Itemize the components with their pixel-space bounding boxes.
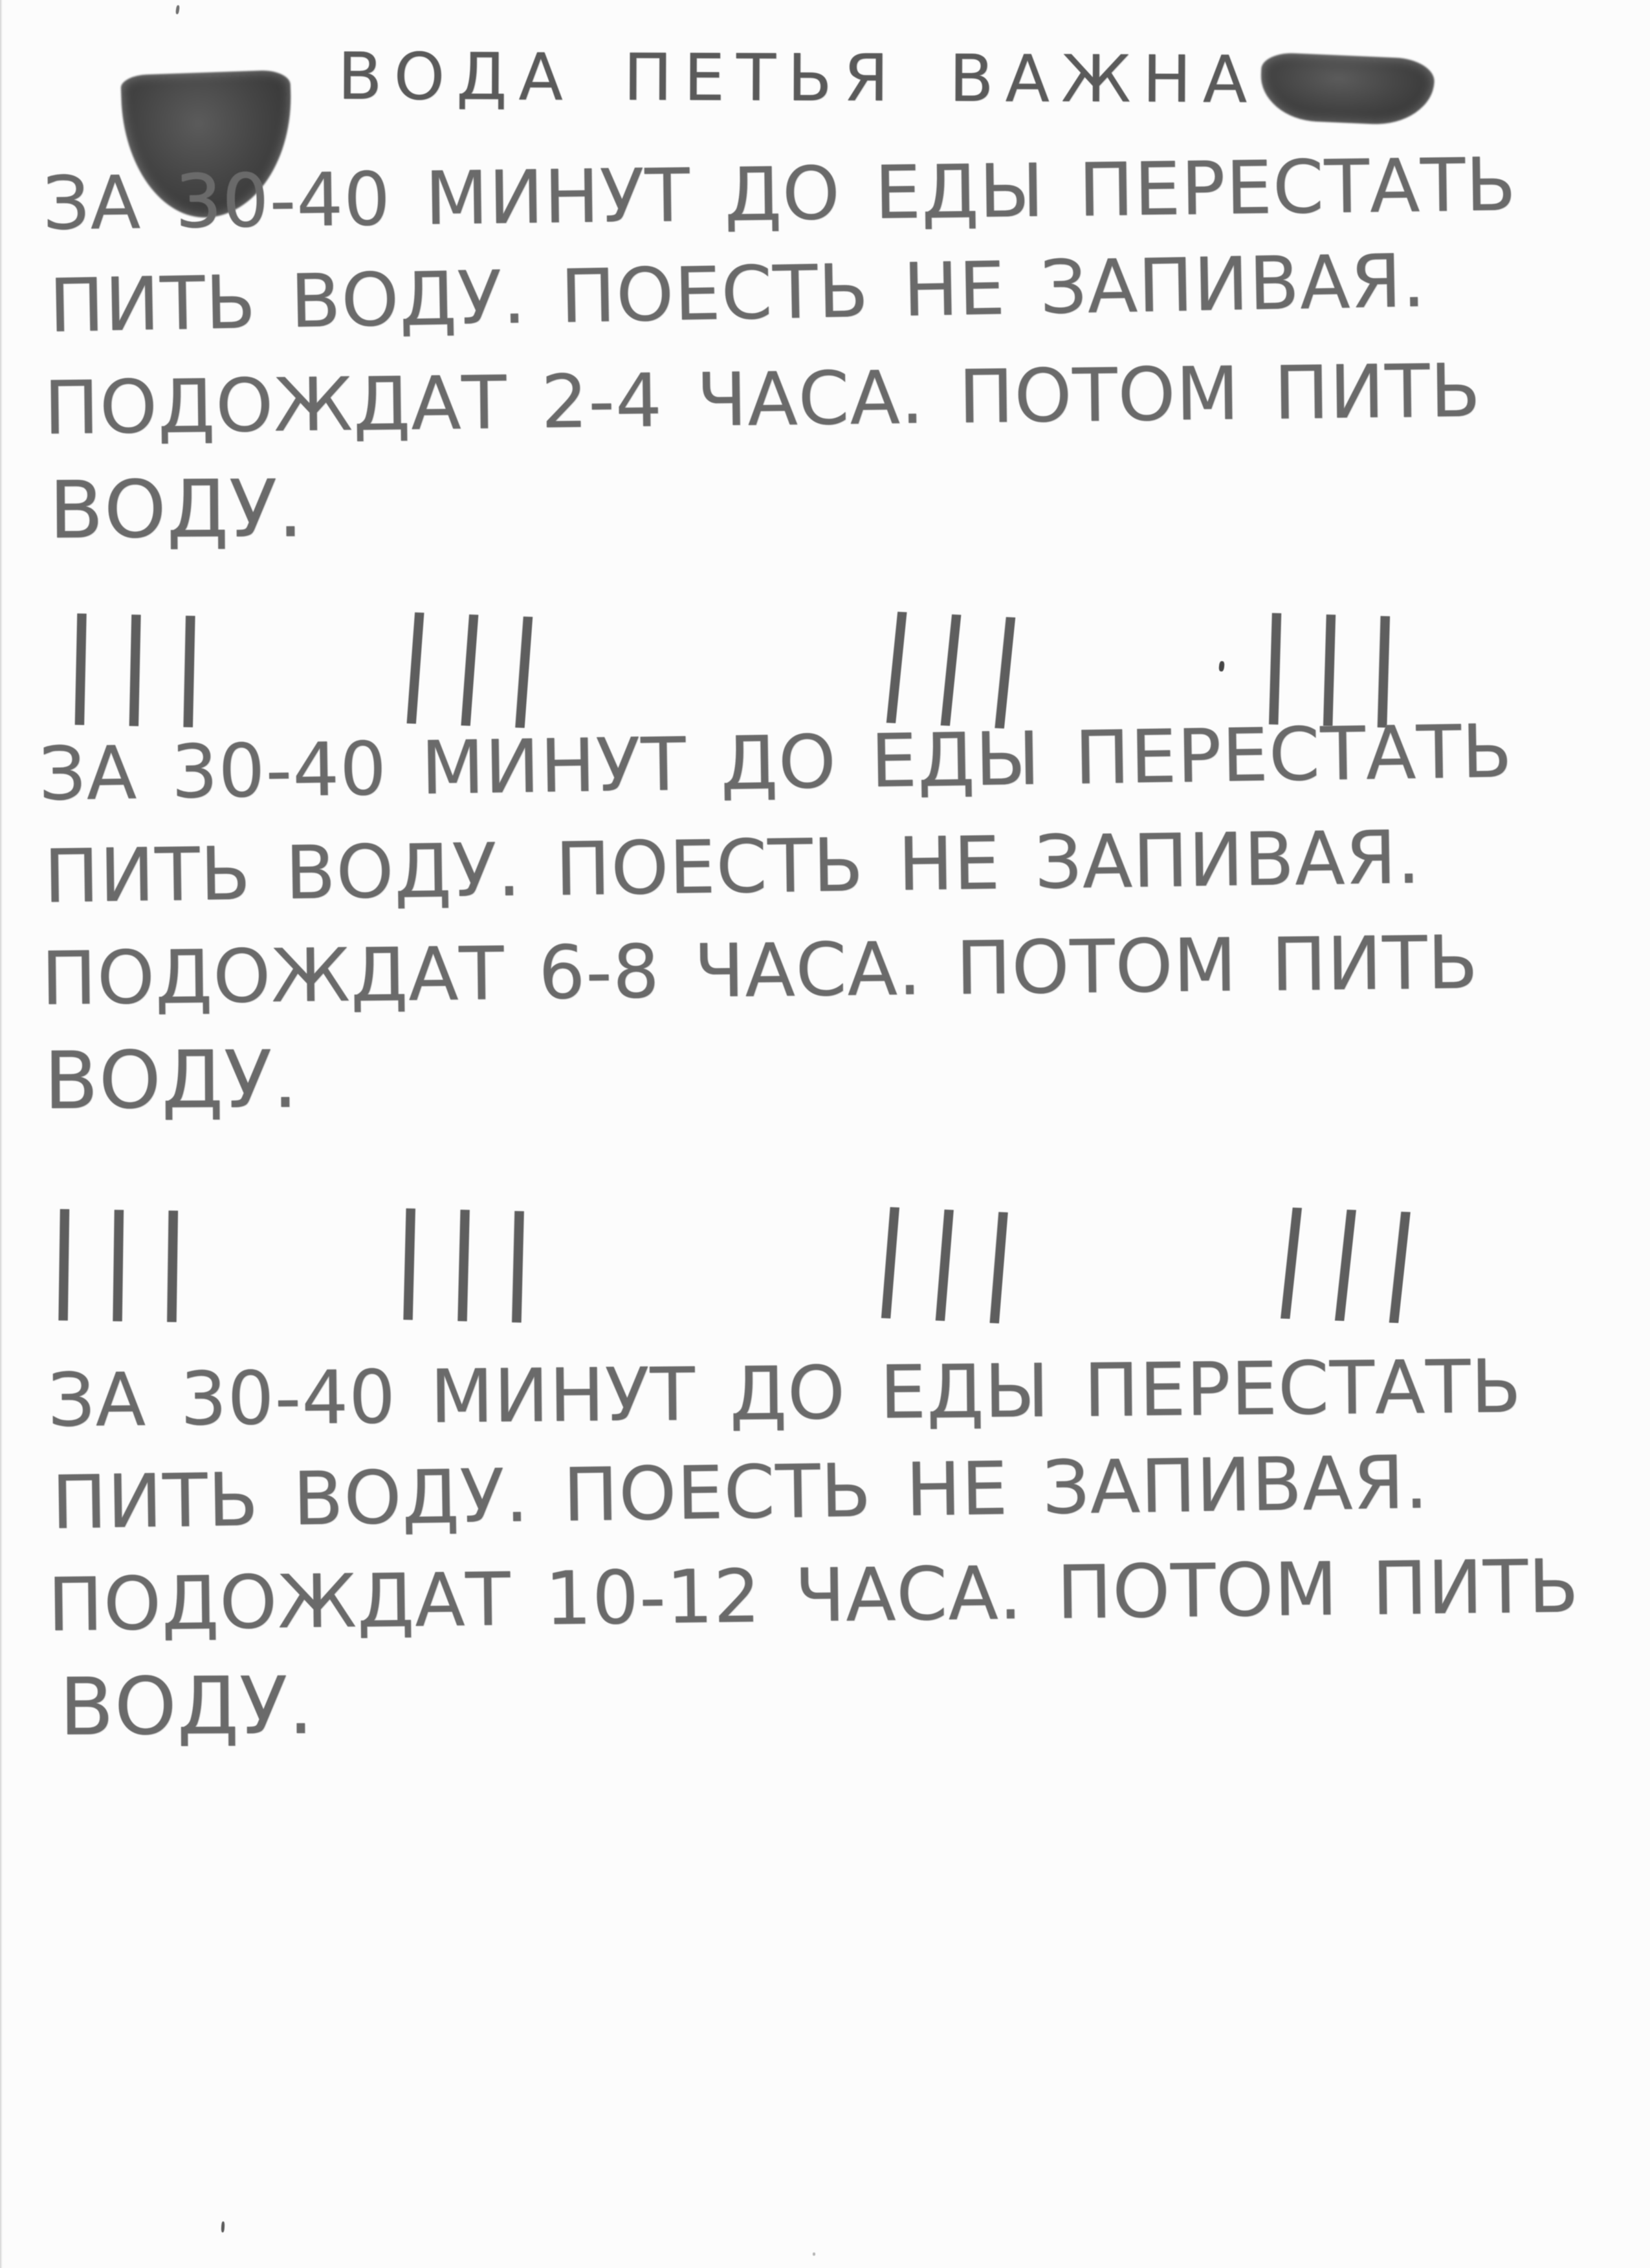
tally-marks: ||| — [1255, 594, 1422, 729]
pencil-speck — [813, 2252, 815, 2256]
text-line: ЗА 30-40 МИНУТ ДО ЕДЫ ПЕРЕСТАТЬ — [42, 142, 1517, 246]
tally-marks: ||| — [44, 1190, 210, 1323]
tally-row-2 — [0, 1188, 1650, 1325]
paragraph-1 — [39, 142, 1631, 562]
text-line: ВОДУ. — [49, 463, 304, 556]
pencil-speck — [221, 2221, 225, 2232]
tally-marks: ||| — [392, 593, 566, 730]
text-line: ПИТЬ ВОДУ. ПОЕСТЬ НЕ ЗАПИВАЯ. — [51, 1439, 1429, 1545]
text-line: ПИТЬ ВОДУ. ПОЕСТЬ НЕ ЗАПИВАЯ. — [48, 238, 1427, 349]
text-line: ЗА 30-40 МИНУТ ДО ЕДЫ ПЕРЕСТАТЬ — [38, 708, 1513, 817]
page-title: ВОДА ПЕТЬЯ ВАЖНА — [337, 38, 1259, 118]
text-line: ЗА 30-40 МИНУТ ДО ЕДЫ ПЕРЕСТАТЬ — [47, 1344, 1523, 1443]
tally-marks: ||| — [1266, 1188, 1444, 1325]
text-line: ВОДУ. — [59, 1659, 314, 1753]
text-line: ПОДОЖДАТ 2-4 ЧАСА. ПОТОМ ПИТЬ — [43, 347, 1482, 451]
text-line: ПОДОЖДАТ 6-8 ЧАСА. ПОТОМ ПИТЬ — [41, 919, 1479, 1021]
text-line: ПИТЬ ВОДУ. ПОЕСТЬ НЕ ЗАПИВАЯ. — [43, 814, 1422, 919]
tally-marks: ||| — [872, 593, 1048, 730]
tally-marks: ||| — [60, 594, 226, 728]
tally-marks: ||| — [867, 1188, 1040, 1325]
tally-row-1 — [0, 593, 1650, 730]
tally-marks: ||| — [389, 1189, 556, 1324]
text-line: ПОДОЖДАТ 10-12 ЧАСА. ПОТОМ ПИТЬ — [47, 1543, 1580, 1648]
text-line: ВОДУ. — [43, 1033, 299, 1127]
paragraph-3 — [39, 1344, 1631, 1758]
pencil-speck — [175, 5, 180, 15]
shaded-bowl-icon — [1259, 52, 1435, 127]
paragraph-2 — [38, 708, 1631, 1132]
